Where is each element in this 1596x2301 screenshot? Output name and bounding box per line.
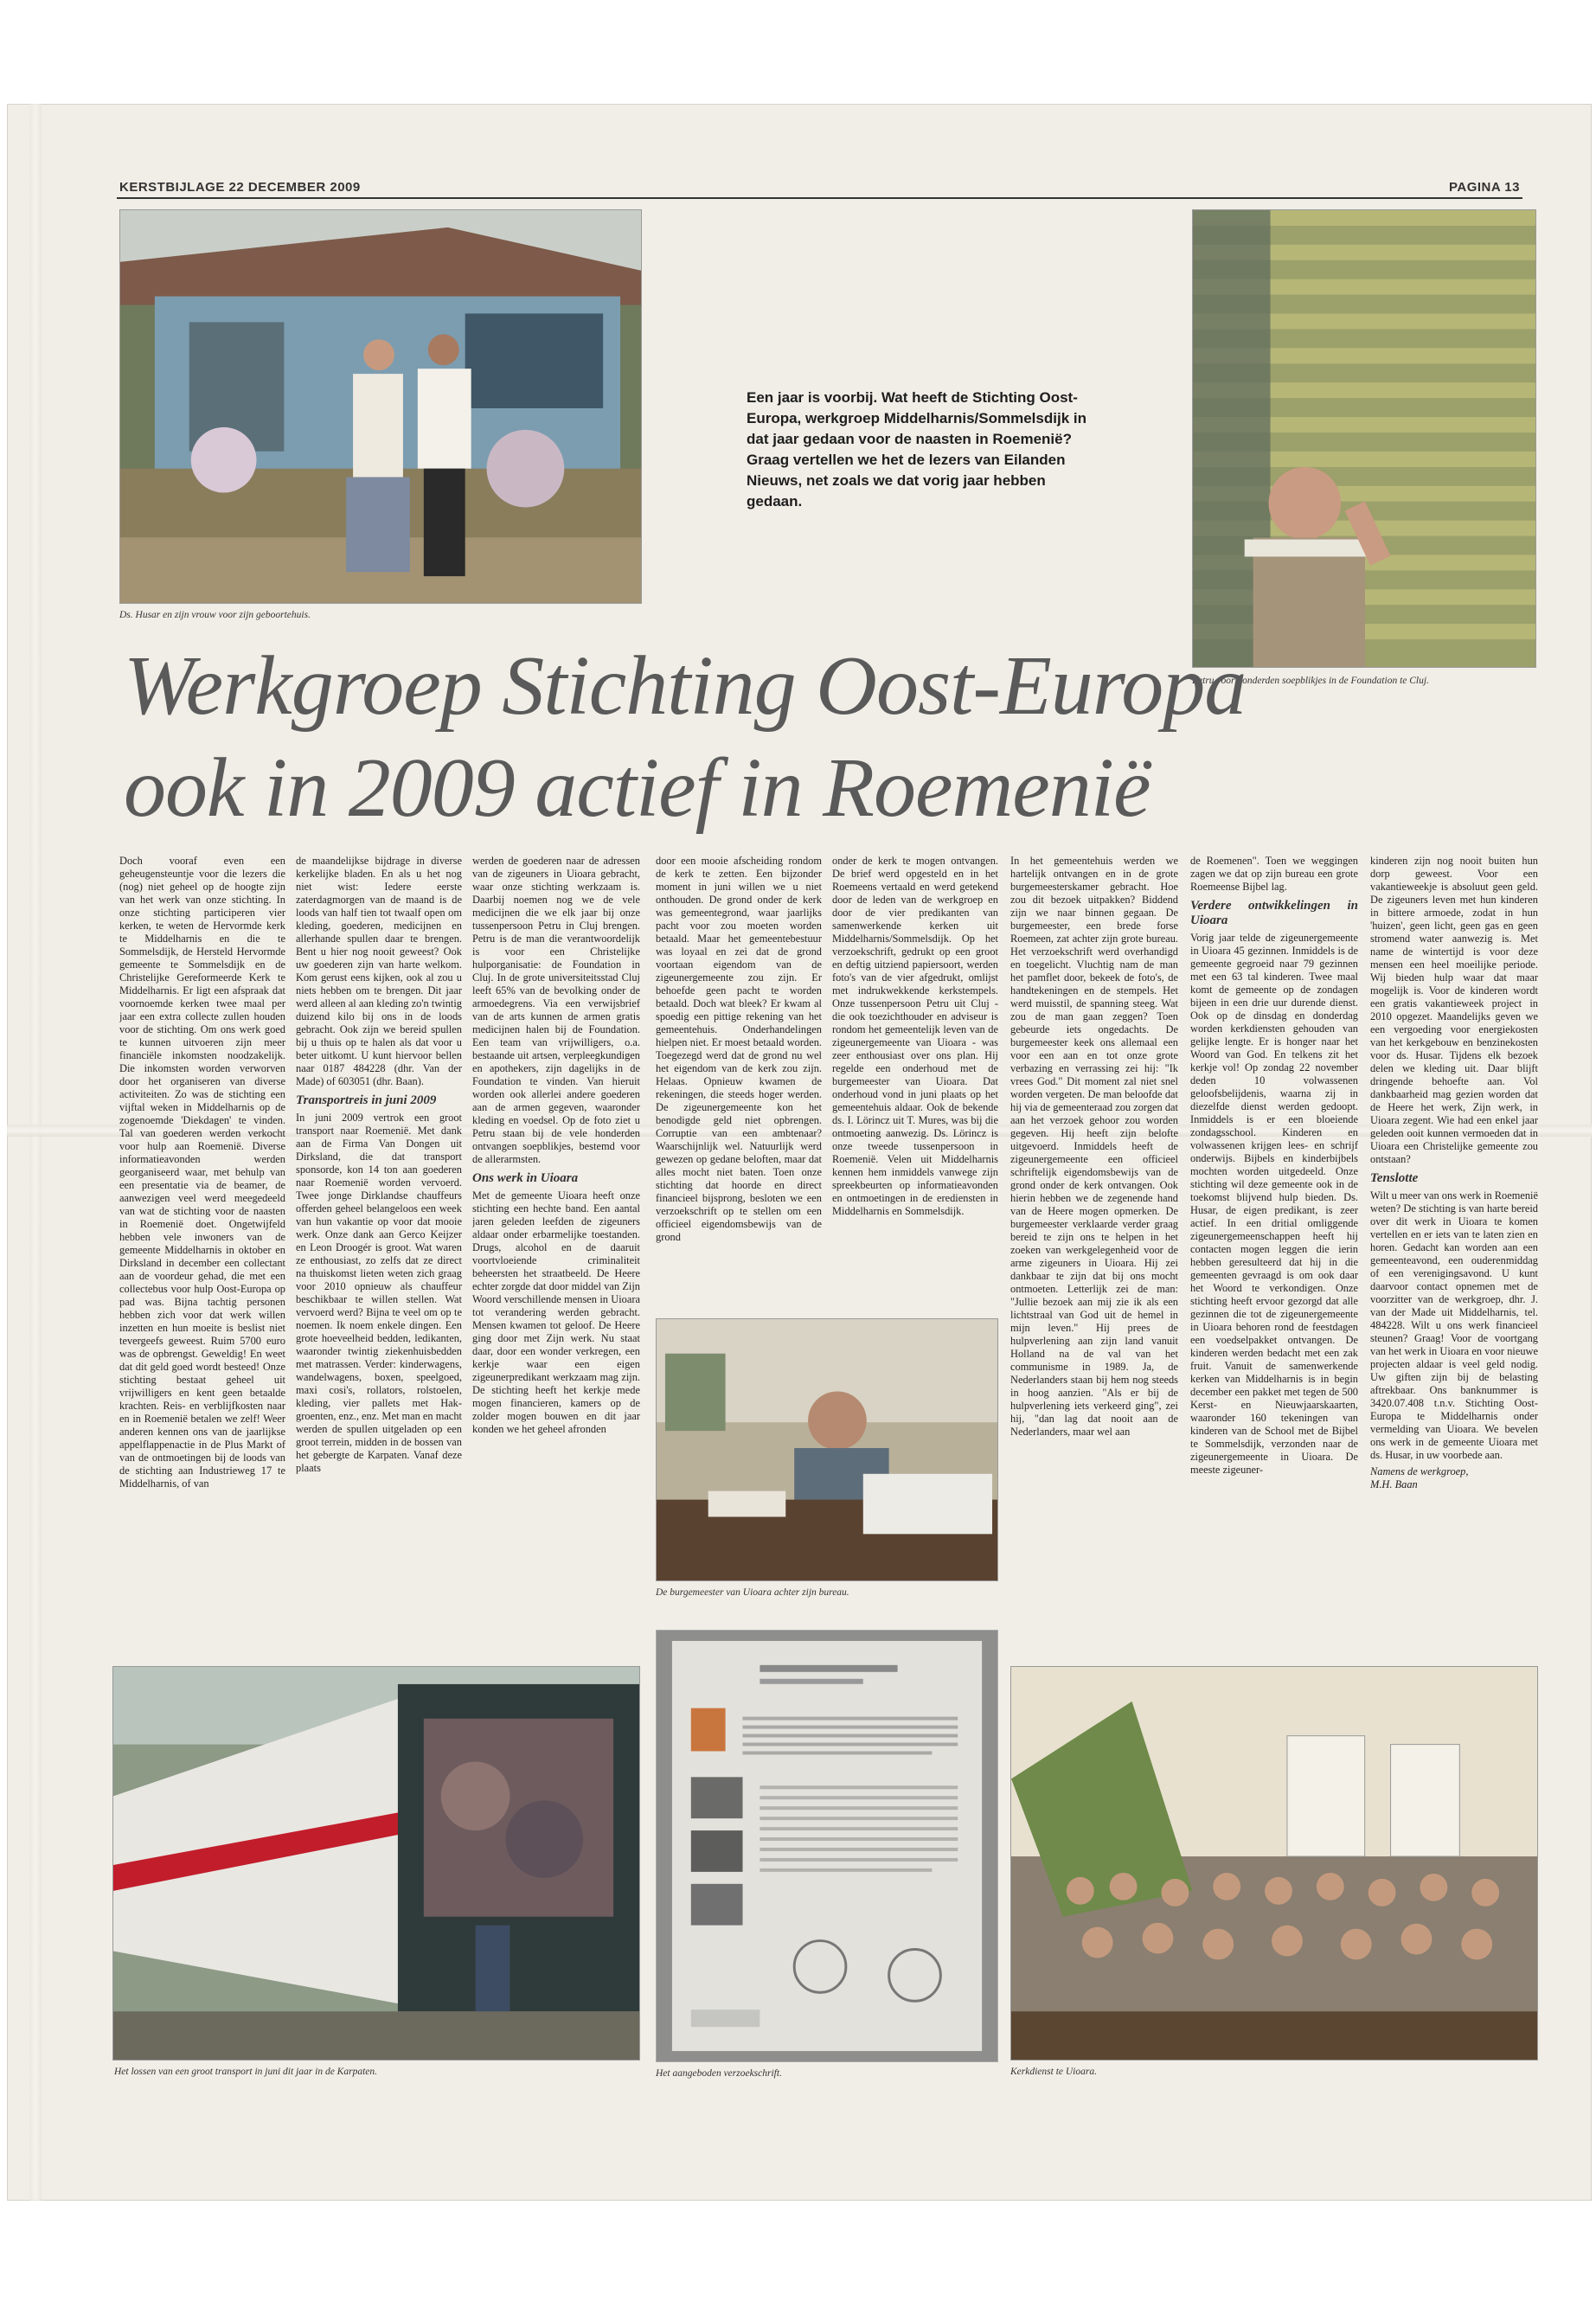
headline-line-2: ook in 2009 actief in Roemenië (124, 741, 1151, 835)
photo-caption: Het aangeboden verzoekschrift. (656, 2068, 782, 2079)
article-intro: Een jaar is voorbij. Wat heeft de Stichting Oost-Europa, werkgroep Middelharnis/Sommelsdijk in dat jaar gedaan voor de naasten in Roemenië? Graag vertellen we het de lezers van Eilanden Nieuws, net zoals we dat vorig jaar hebben gedaan. (747, 389, 1086, 510)
article-paragraph: In het gemeentehuis werden we hartelijk ontvangen en in de grote burgemeesterskamer gebracht. Hoe zou dit bezoek uitpakken? Biddend zijn we naar binnen gegaan. De burgemeester, een brede forse Roemeen, zat achter zijn grote bureau. Het verzoekschrift werd overhandigd en toegelicht. Vluchtig nam de man het pamflet door, bekeek de foto's, de handtekeningen en de stempels. Het werd muisstil, de spanning steeg. Wat zou de man gaan zeggen? Toen gebeurde iets ongedachts. De burgemeester keek ons allemaal een voor een aan en tot onze grote verbazing en verrassing zei hij: "Ik vrees God." Dit moment zal niet snel worden vergeten. De man beloofde dat hij via de gemeenteraad zou zorgen dat aan het verzoek gehoor zou worden gegeven. Hij heeft zijn belofte uitgevoerd. Inmiddels heeft de zigeunergemeente een officieel schriftelijk eigendomsbewijs van de grond onder de kerk ontvangen. Ook hierin hebben we de zegenende hand van de Heere mogen opmerken. De burgemeester verklaarde verder graag bereid te zijn ons te helpen in het zoeken van werkgelegenheid voor de arme zigeuners in Uioara. Hij zei dankbaar te zijn dat bij ons mocht ontmoeten. Letterlijk zei de man: "Jullie bezoek aan mij zie ik als een lichtstraal van God uit de hemel in mijn leven." Hij prees de hulpverlening aan zijn land vanuit Holland na de val van het communisme in 1989. Ja, de Nederlanders staan bij hem nog steeds in hoog aanzien. "Als er bij de hulpverlening iets verkeerd ging", zei hij, "dan lag dat nooit aan de Nederlanders, maar wel aan (1010, 855, 1178, 1438)
house-couple-photo (119, 209, 642, 604)
document-photo (656, 1630, 998, 2062)
article-column-2 (296, 855, 462, 1642)
church-service-photo (1010, 1666, 1538, 2061)
soup-cans-photo (1192, 209, 1536, 668)
article-paragraph: kinderen zijn nog nooit buiten hun dorp geweest. Voor een vakantieweekje is absoluut geen geld. De zigeuners leven met hun kinderen in bittere armoede, zodat in hun 'huizen', geen licht, geen gas en geen stromend water aanwezig is. Met name de wintertijd is voor deze mensen een heel moeilijke periode. Wij bieden hulp waar dat maar mogelijk is. Voor de kinderen wordt een gratis vakantieweek project in 2010 opgezet. Maandelijks geven we een vergoeding voor energiekosten van het kerkgebouw en benzinekosten voor ds. Husar. Tijdens elk bezoek delen we kleding uit. Daar blijft dringende behoefte aan. Vol dankbaarheid mag gezien worden dat de Heere het werk, Zijn werk, in Uioara zegent. Wie had een enkel jaar geleden ooit kunnen vermoeden dat in Uioara een Christelijke gemeente zou ontstaan? (1370, 855, 1538, 1165)
article-column-5 (832, 855, 998, 1304)
headline-line-1: Werkgroep Stichting Oost-Europa (124, 639, 1247, 733)
article-paragraph: Wilt u meer van ons werk in Roemenië weten? De stichting is van harte bereid over dit werk in Uioara te komen vertellen en er iets van te laten zien en horen. Gedacht kan worden aan een gemeenteavond, een ouderenmiddag of een verenigingsavond. U kunt daarvoor contact opnemen met de voorzitter van de werkgroep, dhr. J. van der Made uit Middelharnis, tel. 484228. Wilt u ons werk financieel steunen? Graag! Voor de voortgang van het werk in Uioara en voor nieuwe projecten aldaar is veel geld nodig. Uw giften zijn bij de belasting aftrekbaar. Ons banknummer is 3420.07.408 t.n.v. Stichting Oost-Europa te Middelharnis onder vermelding van Uioara. We bevelen ons werk in de gemeente Uioara met ds. Husar, in uw voorbede aan. (1370, 1189, 1538, 1461)
photo-caption: Kerkdienst te Uioara. (1010, 2067, 1097, 2077)
signature-line: Namens de werkgroep, (1370, 1465, 1469, 1477)
page-number: PAGINA 13 (1448, 180, 1520, 195)
subheading: Verdere ontwikkelingen in Uioara (1190, 899, 1358, 927)
article-paragraph: door een mooie afscheiding rondom de kerk te zetten. Een bijzonder moment in juni willen we u niet onthouden. De grond onder de kerk was gemeentegrond, waar jaarlijks pacht voor zou moeten worden betaald. Maar het gemeentebestuur was loyaal en zei dat de grond voortaan eigendom van de zigeunergemeente zou zijn. Er behoefde geen pacht te worden betaald. Doch wat bleek? Er kwam al spoedig een pittige rekening van het gemeentehuis. Onderhandelingen hielpen niet. Er moest betaald worden. Toegezegd werd dat de grond nu wel het eigendom van de kerk zou zijn. Helaas. Opnieuw kwamen de rekeningen, die steeds hoger werden. De zigeunergemeente kon het benodigde geld niet opbrengen. Corruptie van een ambtenaar? Waarschijnlijk wel. Natuurlijk werd gewezen op gedane beloften, maar dat alles mocht niet baten. Toen onze stichting dat hoorde en direct financieel bijsprong, besloten we een verzoekschrift op te stellen om een officieel eigendomsbewijs van de grond (656, 855, 822, 1243)
article-paragraph: de maandelijkse bijdrage in diverse kerkelijke bladen. En als u het nog niet wist: Iedere eerste zaterdagmorgen van de maand is de loods van half tien tot twaalf open om kleding, goederen, medicijnen en allerhande spullen daar te brengen. Bent u hier nog nooit geweest? Ook uw goederen zijn van harte welkom. Kom gerust eens kijken, ook al zou u niets hebben om te brengen. Dit jaar werd alleen al aan kleding zo'n twintig duizend kilo bij ons in de loods gebracht. Ook zijn we bereid spullen bij u thuis op te halen als dat voor u beter uitkomt. U kunt hiervoor bellen naar 0187 484228 (dhr. Van der Made) of 603051 (dhr. Baan). (296, 855, 462, 1087)
photo-caption: Petru voor honderden soepblikjes in de Foundation te Cluj. (1192, 676, 1429, 686)
article-paragraph: Vorig jaar telde de zigeunergemeente in Uioara 45 gezinnen. Inmiddels is de gemeente gegroeid naar 79 gezinnen met een 63 tal kinderen. Twee maal komt de gemeente op de zondagen bijeen in een drie uur durende dienst. Ook op de dinsdag en donderdag worden kerkdiensten gehouden van gelijke lengte. Er is honger naar het Woord van God. En telkens zit het kerkje vol! Op zondag 22 november deden 10 volwassenen geloofsbelijdenis, waarna zij in diezelfde dienst werden gedoopt. Inmiddels is er een bloeiende zondagsschool. Kinderen en volwassenen krijgen lees- en schrijf onderwijs. Bijbels en kinderbijbels mochten worden uitgedeeld. Onze stichting wil deze gemeente ook in de toekomst blijvend hulp bieden. Ds. Husar, de eigen predikant, is zeer actief. In een dritial omliggende zigeunergemeenschappen heeft hij contacten mogen leggen die ierin hebben geresulteerd dat hij in die gemeenten gevraagd is om ook daar het Woord te verkondigen. Onze stichting heeft ervoor gezorgd dat alle gezinnen die tot de zigeunergemeente in Uioara behoren rond de feestdagen een voedselpakket ontvangen. De kinderen werden bedacht met een zak fruit. Vanuit de samenwerkende kerken van Middelharnis is in begin december een pakket met tegen de 500 Kerst- en Nieuwjaarskaarten, waaronder 160 tekeningen van kinderen van de School met de Bijbel te Sommelsdijk, verzonden naar de zigeunergemeente in Uioara. De meeste zigeuner- (1190, 932, 1358, 1476)
supplement-date: KERSTBIJLAGE 22 DECEMBER 2009 (119, 180, 361, 195)
article-paragraph: werden de goederen naar de adressen van de zigeuners in Uioara gebracht, waar onze stichting werkzaam is. Daarbij noemen nog we de vele medicijnen die we elk jaar bij onze tussenpersoon Petru in Cluj brengen. Petru is de man die verantwoordelijk is voor een Christelijke hulporganisatie: de Foundation in Cluj. In de grote universiteitsstad Cluj leeft 65% van de bevolking onder de armoedegrens. Via een verwijsbrief van de arts kunnen de armen gratis medicijnen halen bij de Foundation. Een team van vrijwilligers, o.a. bestaande uit artsen, verpleegkundigen en apothekers, zijn dagelijks in de Foundation te vinden. Van hieruit worden ook allerlei andere goederen aan de armen gegeven, waaronder kleding en voedsel. Op de foto ziet u Petru staan bij de vele honderden ontvangen soepblikjes, bestemd voor de allerarmsten. (472, 855, 640, 1165)
page-fold-vertical (29, 104, 42, 2201)
article-column-4 (656, 855, 822, 1304)
article-paragraph: Met de gemeente Uioara heeft onze stichting een hechte band. Een aantal jaren geleden leefden de zigeuners aldaar onder erbarmelijke toestanden. Drugs, alcohol en de daaruit voortvloeiende criminaliteit beheersten het straatbeeld. De Heere echter zorgde dat door middel van Zijn Woord verschillende mensen in Uioara tot verandering werden gebracht. Mensen kwamen tot geloof. De Heere ging door met Zijn werk. Nu staat daar, door een wonder verkregen, een kerkje waar een eigen zigeunerpredikant werkzaam mag zijn. De stichting heeft het kerkje mede mogen financieren, kamers op de zolder mogen bouwen en dit jaar konden we het geheel afronden (472, 1189, 640, 1435)
subheading: Ons werk in Uioara (472, 1171, 579, 1185)
article-column-1 (119, 855, 285, 1642)
photo-caption: Ds. Husar en zijn vrouw voor zijn geboortehuis. (119, 610, 311, 620)
article-paragraph: Doch vooraf even een geheugensteuntje voor die lezers die (nog) niet geheel op de hoogte zijn van het werk van onze stichting. In onze stichting participeren vier kerken, te weten de Hervormde kerk te Middelharnis en die te Sommelsdijk, de Hersteld Hervormde gemeente te Sommelsdijk en de Christelijke Gereformeerde Kerk te Middelharnis. Er ligt een afspraak dat voornoemde kerken twee maal per jaar een extra collecte zullen houden voor de stichting. Om ons werk goed te kunnen uitvoeren zijn meer financiële inkomsten noodzakelijk. Die inkomsten worden verworven door het organiseren van diverse activiteiten. Zo was de stichting een vijftal weken in Middelharnis op de zogenoemde 'Diekdagen' te vinden. Tal van goederen werden verkocht voor hulp aan Roemenië. Diverse informatieavonden werden georganiseerd waar, met behulp van een presentatie via de beamer, de aanwezigen veel werd meegedeeld van wat de stichting voor de naasten in Roemenië doet. Ongetwijfeld hebben vele inwoners van de gemeente Middelharnis in oktober en Dirksland in december een collectant aan de voordeur gehad, die met een collectebus voor hulp Oost-Europa op pad was. Bijna tachtig personen hebben zich voor dat werk willen inzetten en hun moeite is beslist niet tevergeefs geweest. Ruim 5700 euro was de opbrengst. Geweldig! En weet dat dit geld goed wordt besteed! Onze stichting bestaat geheel uit vrijwilligers en kent geen betaalde krachten. Reis- en verblijfkosten naar en in Roemenië betalen we zelf! Weer anderen kennen ons van de jaarlijkse appelflappenactie in de Plus Markt of van de ontmoetingen bij de loods van de stichting aan Industrieweg 17 te Middelharnis, of van (119, 855, 285, 1490)
article-paragraph: de Roemenen". Toen we weggingen zagen we dat op zijn bureau een grote Roemeense Bijbel lag. (1190, 855, 1358, 893)
article-column-7 (1190, 855, 1358, 1642)
article-column-8 (1370, 855, 1538, 1642)
article-column-3 (472, 855, 640, 1642)
article-paragraph: onder de kerk te mogen ontvangen. De brief werd opgesteld en in het Roemeens vertaald en werd getekend door de leden van de werkgroep en door de vier predikanten van samenwerkende kerken uit Middelharnis/Sommelsdijk. Op het verzoekschrift, gedrukt op een groot en deftig uitziend papiersoort, werden foto's van de vier afgedrukt, omlijst met indrukwekkende kerkstempels. Onze tussenpersoon Petru uit Cluj - die ook toezichthouder en adviseur is rondom het gemeentelijk leven van de zigeunergemeente van Uioara - was zeer enthousiast over ons plan. Hij regelde een onderhoud met de burgemeester van Uioara. Dat onderhoud vond in juni plaats op het gemeentehuis aldaar. Ook de bekende ds. I. Lörincz uit T. Mures, was bij die ontmoeting aanwezig. Ds. Lörincz is onze tweede tussenpersoon in Roemenië. Velen uit Middelharnis kennen hem inmiddels vanwege zijn spreekbeurten op informatieavonden en ontmoetingen in de erediensten in Middelharnis en Sommelsdijk. (832, 855, 998, 1217)
subheading: Tenslotte (1370, 1171, 1419, 1185)
article-column-6 (1010, 855, 1178, 1642)
header-rule (117, 197, 1522, 199)
article-paragraph: In juni 2009 vertrok een groot transport naar Roemenië. Met dank aan de Firma Van Dongen uit Dirksland, die dat transport sponsorde, kon 14 ton aan goederen naar Roemenië worden vervoerd. Twee jonge Dirklandse chauffeurs offerden geheel belangeloos een week van hun vakantie op voor dat mooie werk. Onze dank aan Gerco Keijzer en Leon Droogér is groot. Wat waren ze enthousiast, zo zelfs dat ze direct na thuiskomst lieten weten zich graag voor 2010 opnieuw als chauffeur beschikbaar te willen stellen. Wat vervoerd werd? Bijna te veel om op te noemen. Ik noem enkele dingen. Een grote hoeveelheid bedden, ledikanten, waaronder twintig ziekenhuisbedden met matrassen. Verder: kinderwagens, wandelwagens, boxen, speelgoed, maxi cosi's, rollators, rolstoelen, kleding, vier pallets met Hak-groenten, enz., enz. Met man en macht werden de spullen uitgeladen op een groot terrein, midden in de bossen van het gebergte de Karpaten. Vanaf deze plaats (296, 1112, 462, 1474)
subheading: Transportreis in juni 2009 (296, 1093, 437, 1107)
mayor-desk-photo (656, 1318, 998, 1581)
photo-caption: De burgemeester van Uioara achter zijn bureau. (656, 1587, 849, 1598)
signature-name: M.H. Baan (1370, 1478, 1418, 1490)
photo-caption: Het lossen van een groot transport in juni dit jaar in de Karpaten. (114, 2067, 377, 2077)
truck-unloading-photo (112, 1666, 640, 2061)
